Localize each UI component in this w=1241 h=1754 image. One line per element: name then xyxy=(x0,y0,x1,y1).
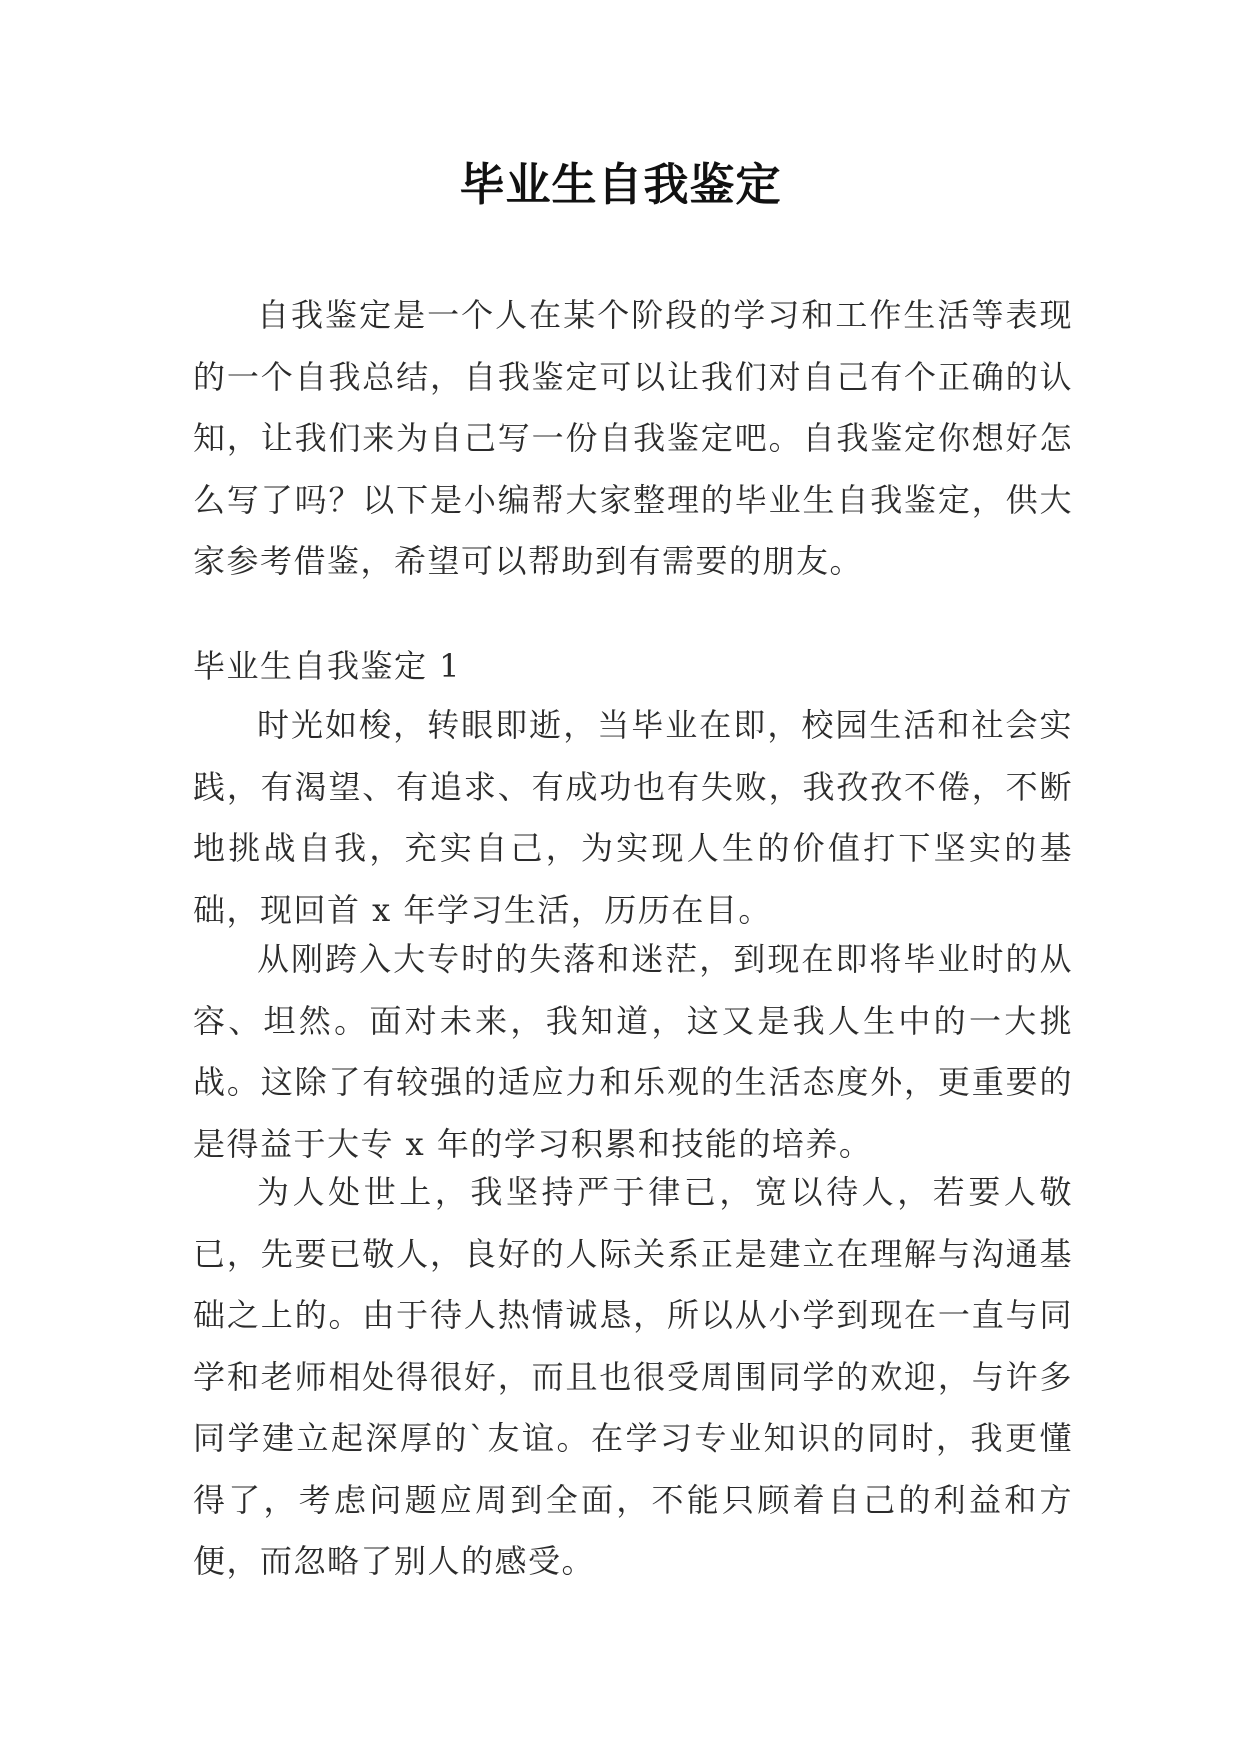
body-paragraph: 为人处世上，我坚持严于律已，宽以待人，若要人敬已，先要已敬人，良好的人际关系正是建立在理解与沟通基础之上的。由于待人热情诚恳，所以从小学到现在一直与同学和老师相处得很好，而且也很受周围同学的欢迎，与许多同学建立起深厚的`友谊。在学习专业知识的同时，我更懂得了，考虑问题应周到全面，不能只顾着自己的利益和方便，而忽略了别人的感受。 xyxy=(193,1173,1073,1580)
body-paragraph: 时光如梭，转眼即逝，当毕业在即，校园生活和社会实践，有渴望、有追求、有成功也有失败，我孜孜不倦，不断地挑战自我，充实自己，为实现人生的价值打下坚实的基础，现回首 x 年学习生活，历历在目。 xyxy=(193,706,1073,929)
section-heading: 毕业生自我鉴定 1 xyxy=(193,647,462,685)
intro-paragraph: 自我鉴定是一个人在某个阶段的学习和工作生活等表现的一个自我总结，自我鉴定可以让我们对自己有个正确的认知，让我们来为自己写一份自我鉴定吧。自我鉴定你想好怎么写了吗？以下是小编帮大家整理的毕业生自我鉴定，供大家参考借鉴，希望可以帮助到有需要的朋友。 xyxy=(193,296,1073,580)
document-title: 毕业生自我鉴定 xyxy=(459,158,782,211)
body-paragraph: 从刚跨入大专时的失落和迷茫，到现在即将毕业时的从容、坦然。面对未来，我知道，这又是我人生中的一大挑战。这除了有较强的适应力和乐观的生活态度外，更重要的是得益于大专 x 年的学习积累和技能的培养。 xyxy=(193,940,1073,1163)
